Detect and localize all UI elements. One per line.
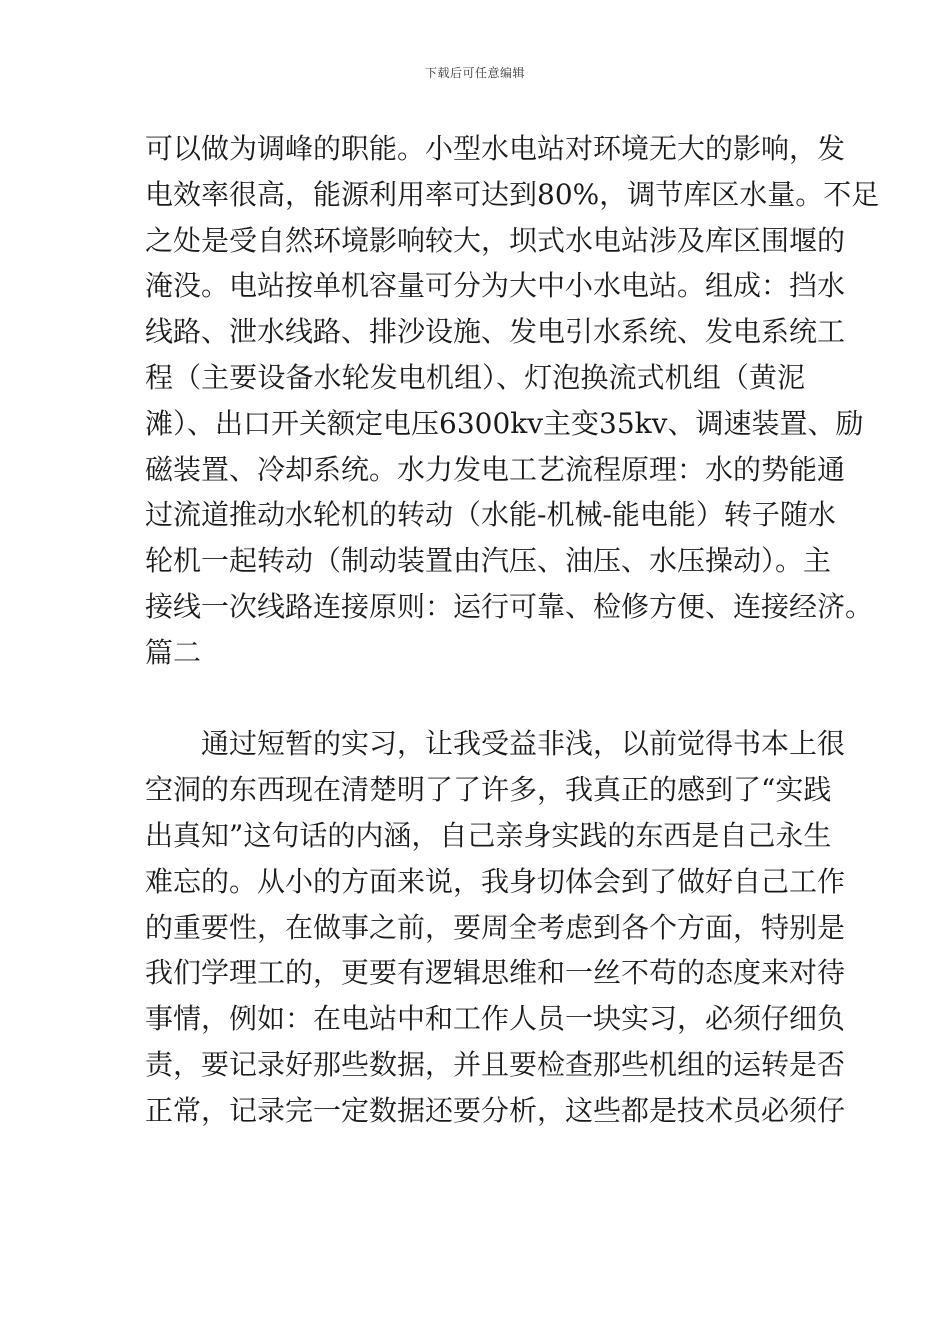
paragraph-2-line: 正常，记录完一定数据还要分析，这些都是技术员必须仔 [145, 1093, 846, 1127]
paragraph-1-line: 淹没。电站按单机容量可分为大中小水电站。组成：挡水 [145, 269, 846, 303]
paragraph-1-line: 线路、泄水线路、排沙设施、发电引水系统、发电系统工 [145, 315, 846, 349]
document-body [145, 126, 880, 1134]
paragraph-2-line: 出真知”这句话的内涵，自己亲身实践的东西是自己永生 [145, 818, 832, 852]
paragraph-1-line: 磁装置、冷却系统。水力发电工艺流程原理：水的势能通 [145, 452, 846, 486]
page-header: 下载后可任意编辑 [424, 66, 525, 80]
paragraph-2-line: 空洞的东西现在清楚明了了许多，我真正的感到了“实践 [145, 773, 832, 807]
paragraph-2-line: 的重要性，在做事之前，要周全考虑到各个方面，特别是 [145, 910, 846, 944]
paragraph-2-line: 我们学理工的，更要有逻辑思维和一丝不苟的态度来对待 [145, 956, 846, 990]
section-heading: 篇二 [145, 635, 202, 669]
paragraph-2-line: 难忘的。从小的方面来说，我身切体会到了做好自己工作 [145, 864, 846, 898]
paragraph-1-line: 电效率很高，能源利用率可达到80%，调节库区水量。不足 [145, 177, 880, 211]
paragraph-1-line: 滩）、出口开关额定电压6300kv主变35kv、调速装置、励 [145, 406, 864, 440]
paragraph-1-line: 程（主要设备水轮发电机组）、灯泡换流式机组（黄泥 [145, 360, 805, 394]
paragraph-2-line: 责，要记录好那些数据，并且要检查那些机组的运转是否 [145, 1047, 846, 1081]
paragraph-2-line: 通过短暂的实习，让我受益非浅，以前觉得书本上很 [145, 727, 846, 761]
paragraph-1-line: 接线一次线路连接原则：运行可靠、检修方便、连接经济。 [145, 589, 874, 623]
paragraph-1-line: 之处是受自然环境影响较大，坝式水电站涉及库区围堰的 [145, 223, 846, 257]
paragraph-1-line: 过流道推动水轮机的转动（水能-机械-能电能）转子随水 [145, 498, 836, 532]
paragraph-2-line: 事情，例如：在电站中和工作人员一块实习，必须仔细负 [145, 1002, 846, 1036]
paragraph-1-line: 可以做为调峰的职能。小型水电站对环境无大的影响，发 [145, 132, 846, 165]
paragraph-1-line: 轮机一起转动（制动装置由汽压、油压、水压操动）。主 [145, 544, 832, 578]
blank-line [145, 676, 805, 722]
